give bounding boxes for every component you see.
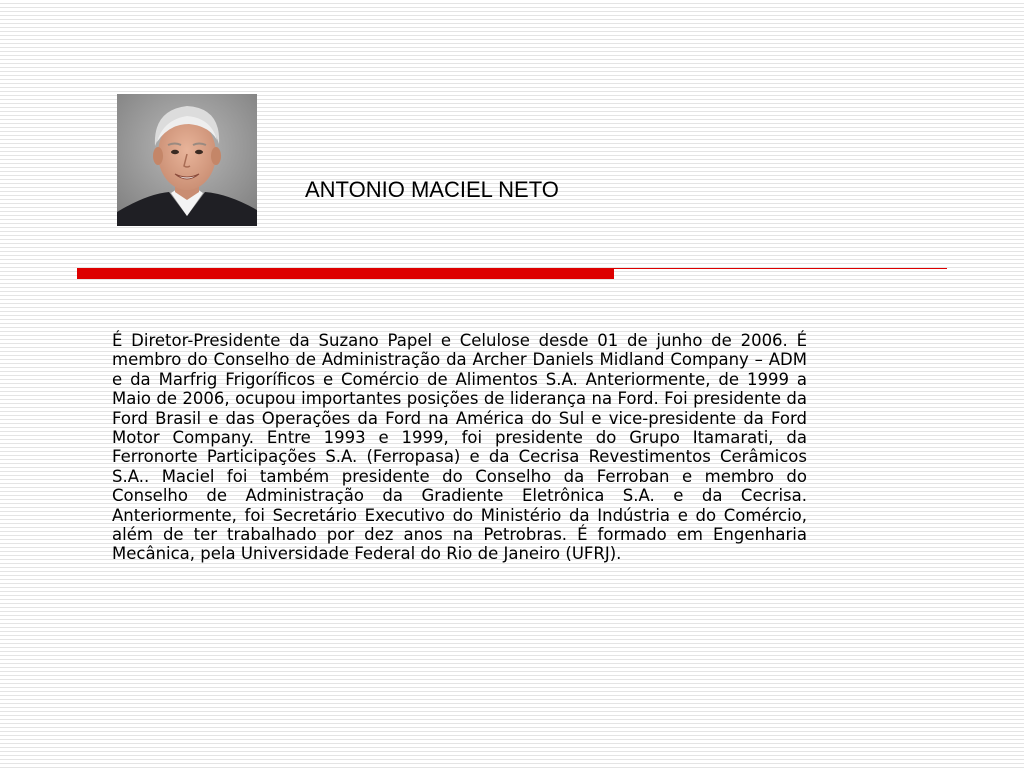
accent-bar [77, 268, 614, 279]
divider-line [614, 268, 947, 269]
biography-text: É Diretor-Presidente da Suzano Papel e Celulose desde 01 de junho de 2006. É membro do Conselho de Administração da Archer Daniels Midland Company – ADM e da Marfrig Frigoríficos e Comércio de Alimentos S.A. Anteriormente, de 1999 a Maio de 2006, ocupou importantes posições de liderança na Ford. Foi presidente da Ford Brasil e das Operações da Ford na América do Sul e vice-presidente da Ford Motor Company. Entre 1993 e 1999, foi presidente do Grupo Itamarati, da Ferronorte Participações S.A. (Ferropasa) e da Cecrisa Revestimentos Cerâmicos S.A.. Maciel foi também presidente do Conselho da Ferroban e membro do Conselho de Administração da Gradiente Eletrônica S.A. e da Cecrisa. Anteriormente, foi Secretário Executivo do Ministério da Indústria e do Comércio, além de ter trabalhado por dez anos na Petrobras. É formado em Engenharia Mecânica, pela Universidade Federal do Rio de Janeiro (UFRJ). [112, 331, 807, 564]
person-name: ANTONIO MACIEL NETO [305, 177, 559, 202]
portrait-photo [117, 94, 257, 226]
